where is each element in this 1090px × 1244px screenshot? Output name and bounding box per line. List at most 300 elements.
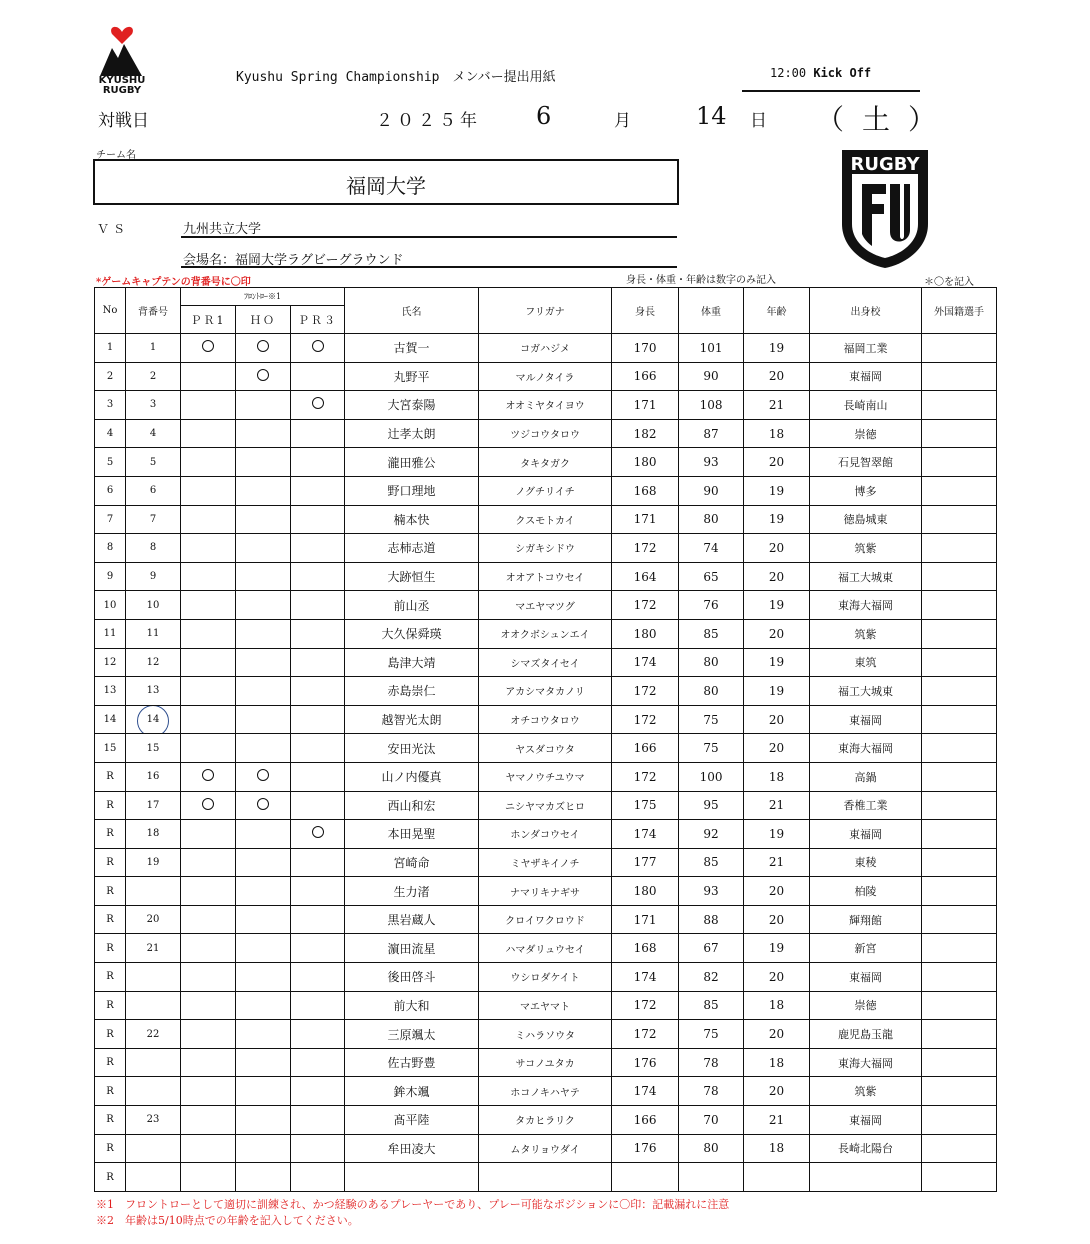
no-cell: 10 — [95, 591, 126, 620]
pr3-cell — [291, 334, 345, 363]
pr1-cell — [181, 1163, 236, 1192]
foreign-cell — [922, 705, 997, 734]
school-cell — [810, 1163, 922, 1192]
school-cell: 香椎工業 — [810, 791, 922, 820]
foreign-cell — [922, 905, 997, 934]
weight-cell: 93 — [679, 877, 744, 906]
height-cell — [612, 1163, 679, 1192]
table-row — [95, 362, 997, 391]
school-cell: 輝翔館 — [810, 905, 922, 934]
weight-cell: 85 — [679, 619, 744, 648]
kana-cell: シガキシドウ — [479, 534, 612, 563]
weight-cell — [679, 1163, 744, 1192]
no-cell: R — [95, 1106, 126, 1135]
pr1-cell — [181, 619, 236, 648]
kana-cell: ホンダコウセイ — [479, 820, 612, 849]
age-cell: 20 — [744, 619, 810, 648]
table-row — [95, 1163, 997, 1192]
header-pr3: ＰＲ３ — [291, 306, 345, 334]
table-row — [95, 476, 997, 505]
no-cell: 6 — [95, 476, 126, 505]
school-cell: 東福岡 — [810, 820, 922, 849]
age-cell: 18 — [744, 419, 810, 448]
pr1-cell — [181, 1020, 236, 1049]
weight-cell: 80 — [679, 677, 744, 706]
school-cell: 新宮 — [810, 934, 922, 963]
jersey-cell — [126, 877, 181, 906]
age-cell: 18 — [744, 991, 810, 1020]
kana-cell: アカシマタカノリ — [479, 677, 612, 706]
age-cell: 20 — [744, 963, 810, 992]
weight-cell: 80 — [679, 648, 744, 677]
pr1-cell — [181, 505, 236, 534]
age-cell: 19 — [744, 648, 810, 677]
age-cell: 18 — [744, 762, 810, 791]
school-cell: 東海大福岡 — [810, 1048, 922, 1077]
age-cell: 19 — [744, 591, 810, 620]
name-cell: 山ノ内優真 — [345, 762, 479, 791]
weight-cell: 101 — [679, 334, 744, 363]
name-cell: 赤島崇仁 — [345, 677, 479, 706]
captain-circle-icon — [137, 705, 169, 734]
header-height: 身長 — [612, 288, 679, 334]
no-cell: R — [95, 1077, 126, 1106]
age-cell: 20 — [744, 1077, 810, 1106]
pr3-cell — [291, 648, 345, 677]
pr3-cell — [291, 1048, 345, 1077]
opponent-underline — [181, 236, 677, 238]
school-cell: 東福岡 — [810, 362, 922, 391]
table-row — [95, 591, 997, 620]
mark-note: ＊〇を記入 — [924, 277, 974, 288]
name-cell: 越智光太朗 — [345, 705, 479, 734]
age-cell: 19 — [744, 476, 810, 505]
ho-cell — [236, 562, 291, 591]
no-cell: 9 — [95, 562, 126, 591]
weight-cell: 108 — [679, 391, 744, 420]
jersey-cell: 2 — [126, 362, 181, 391]
front-row-mark-icon — [257, 369, 269, 381]
age-cell: 19 — [744, 820, 810, 849]
school-cell: 東筑 — [810, 648, 922, 677]
header-foreign: 外国籍選手 — [922, 288, 997, 334]
no-cell: R — [95, 820, 126, 849]
foreign-cell — [922, 476, 997, 505]
ho-cell — [236, 619, 291, 648]
ho-cell — [236, 1134, 291, 1163]
age-cell: 19 — [744, 677, 810, 706]
kana-cell: サコノユタカ — [479, 1048, 612, 1077]
weight-cell: 74 — [679, 534, 744, 563]
no-cell: R — [95, 1163, 126, 1192]
ho-cell — [236, 1106, 291, 1135]
pr1-cell — [181, 476, 236, 505]
ho-cell — [236, 362, 291, 391]
kana-cell — [479, 1163, 612, 1192]
pr1-cell — [181, 963, 236, 992]
kana-cell: ハマダリュウセイ — [479, 934, 612, 963]
no-cell: R — [95, 877, 126, 906]
no-cell: R — [95, 1048, 126, 1077]
age-cell: 18 — [744, 1048, 810, 1077]
header-name: 氏名 — [345, 288, 479, 334]
height-cell: 176 — [612, 1048, 679, 1077]
foreign-cell — [922, 562, 997, 591]
pr3-cell — [291, 734, 345, 763]
height-cell: 177 — [612, 848, 679, 877]
table-row — [95, 1048, 997, 1077]
foreign-cell — [922, 648, 997, 677]
jersey-cell: 17 — [126, 791, 181, 820]
no-cell: 1 — [95, 334, 126, 363]
kana-cell: ナマリキナギサ — [479, 877, 612, 906]
pr1-cell — [181, 734, 236, 763]
table-row — [95, 991, 997, 1020]
pr3-cell — [291, 791, 345, 820]
age-cell: 21 — [744, 391, 810, 420]
ho-cell — [236, 877, 291, 906]
kickoff-time: 12:00 Kick Off — [770, 66, 872, 80]
venue-underline — [181, 266, 677, 268]
pr1-cell — [181, 648, 236, 677]
ho-cell — [236, 905, 291, 934]
no-cell: 5 — [95, 448, 126, 477]
kana-cell: ミハラソウタ — [479, 1020, 612, 1049]
ho-cell — [236, 534, 291, 563]
school-cell: 東福岡 — [810, 1106, 922, 1135]
no-cell: 8 — [95, 534, 126, 563]
pr1-cell — [181, 791, 236, 820]
pr1-cell — [181, 1106, 236, 1135]
jersey-cell: 4 — [126, 419, 181, 448]
no-cell: 12 — [95, 648, 126, 677]
kickoff-underline — [742, 90, 920, 92]
kana-cell: コガハジメ — [479, 334, 612, 363]
foreign-cell — [922, 734, 997, 763]
match-month: 6 — [536, 102, 552, 130]
weight-cell: 95 — [679, 791, 744, 820]
name-cell: 生力渚 — [345, 877, 479, 906]
pr3-cell — [291, 619, 345, 648]
footnote-age: ※2 年齢は5/10時点での年齢を記入してください。 — [96, 1214, 359, 1227]
age-cell: 19 — [744, 934, 810, 963]
jersey-cell: 11 — [126, 619, 181, 648]
foreign-cell — [922, 619, 997, 648]
height-cell: 172 — [612, 677, 679, 706]
pr3-cell — [291, 1134, 345, 1163]
name-cell: 志柿志道 — [345, 534, 479, 563]
weight-cell: 90 — [679, 362, 744, 391]
height-cell: 176 — [612, 1134, 679, 1163]
table-row — [95, 648, 997, 677]
pr3-cell — [291, 1077, 345, 1106]
table-row — [95, 1134, 997, 1163]
no-cell: 2 — [95, 362, 126, 391]
match-day: 14 — [696, 102, 727, 130]
ho-cell — [236, 505, 291, 534]
kana-cell: ウシロダケイト — [479, 963, 612, 992]
height-cell: 168 — [612, 476, 679, 505]
school-cell: 長崎北陽台 — [810, 1134, 922, 1163]
table-row — [95, 334, 997, 363]
jersey-cell: 22 — [126, 1020, 181, 1049]
front-row-mark-icon — [312, 826, 324, 838]
foreign-cell — [922, 391, 997, 420]
weight-cell: 78 — [679, 1077, 744, 1106]
jersey-cell: 13 — [126, 677, 181, 706]
kana-cell: ノグチリイチ — [479, 476, 612, 505]
pr3-cell — [291, 991, 345, 1020]
no-cell: R — [95, 963, 126, 992]
kana-cell: ツジコウタロウ — [479, 419, 612, 448]
no-cell: 3 — [95, 391, 126, 420]
pr3-cell — [291, 848, 345, 877]
height-cell: 172 — [612, 1020, 679, 1049]
header-no: No — [95, 288, 126, 334]
table-row — [95, 619, 997, 648]
height-cell: 180 — [612, 877, 679, 906]
pr1-cell — [181, 877, 236, 906]
front-row-mark-icon — [312, 397, 324, 409]
jersey-cell — [126, 705, 181, 734]
name-cell: 瀧田雅公 — [345, 448, 479, 477]
weight-cell: 80 — [679, 1134, 744, 1163]
height-cell: 182 — [612, 419, 679, 448]
header-kana: フリガナ — [479, 288, 612, 334]
kana-cell: オチコウタロウ — [479, 705, 612, 734]
school-cell: 崇徳 — [810, 419, 922, 448]
form-title: Kyushu Spring Championship メンバー提出用紙 — [236, 70, 556, 85]
name-cell: 濵田流星 — [345, 934, 479, 963]
match-year: ２０２５年 — [376, 111, 481, 131]
pr1-cell — [181, 1077, 236, 1106]
name-cell: 前山丞 — [345, 591, 479, 620]
name-cell: 牟田凌大 — [345, 1134, 479, 1163]
pr1-cell — [181, 391, 236, 420]
table-row — [95, 848, 997, 877]
table-row — [95, 705, 997, 734]
ho-cell — [236, 1048, 291, 1077]
no-cell: R — [95, 848, 126, 877]
pr3-cell — [291, 1020, 345, 1049]
jersey-cell: 20 — [126, 905, 181, 934]
height-cell: 174 — [612, 820, 679, 849]
pr1-cell — [181, 934, 236, 963]
pr3-cell — [291, 677, 345, 706]
weight-cell: 85 — [679, 991, 744, 1020]
foreign-cell — [922, 1106, 997, 1135]
ho-cell — [236, 476, 291, 505]
kana-cell: クスモトカイ — [479, 505, 612, 534]
name-cell: 辻孝太朗 — [345, 419, 479, 448]
no-cell: R — [95, 905, 126, 934]
fu-rugby-logo-icon — [836, 144, 934, 270]
vs-label: ＶＳ — [97, 222, 130, 236]
foreign-cell — [922, 848, 997, 877]
pr1-cell — [181, 905, 236, 934]
no-cell: 13 — [95, 677, 126, 706]
table-row — [95, 505, 997, 534]
ho-cell — [236, 648, 291, 677]
kana-cell: マエヤマツグ — [479, 591, 612, 620]
no-cell: 11 — [95, 619, 126, 648]
pr3-cell — [291, 934, 345, 963]
table-row — [95, 905, 997, 934]
venue-name: 会場名：福岡大学ラグビーグラウンド — [183, 253, 404, 268]
jersey-cell: 16 — [126, 762, 181, 791]
school-cell: 福工大城東 — [810, 677, 922, 706]
captain-note: *ゲームキャプテンの背番号に〇印 — [96, 277, 251, 288]
weight-cell: 80 — [679, 505, 744, 534]
table-row — [95, 934, 997, 963]
front-row-mark-icon — [202, 798, 214, 810]
jersey-cell: 18 — [126, 820, 181, 849]
kana-cell: ホコノキハヤテ — [479, 1077, 612, 1106]
captain-jersey — [147, 714, 160, 725]
kana-cell: オオミヤタイヨウ — [479, 391, 612, 420]
school-cell: 東福岡 — [810, 705, 922, 734]
foreign-cell — [922, 591, 997, 620]
pr1-cell — [181, 1134, 236, 1163]
school-cell: 東稜 — [810, 848, 922, 877]
no-cell: R — [95, 1020, 126, 1049]
ho-cell — [236, 1020, 291, 1049]
ho-cell — [236, 1077, 291, 1106]
ho-cell — [236, 791, 291, 820]
foreign-cell — [922, 448, 997, 477]
pr3-cell — [291, 419, 345, 448]
pr1-cell — [181, 362, 236, 391]
foreign-cell — [922, 677, 997, 706]
table-row — [95, 534, 997, 563]
jersey-cell — [126, 1163, 181, 1192]
age-cell: 21 — [744, 791, 810, 820]
foreign-cell — [922, 1134, 997, 1163]
foreign-cell — [922, 1163, 997, 1192]
age-cell: 20 — [744, 562, 810, 591]
match-date-label: 対戦日 — [98, 111, 149, 131]
table-row — [95, 734, 997, 763]
pr1-cell — [181, 848, 236, 877]
weight-cell: 75 — [679, 705, 744, 734]
kana-cell: ヤマノウチユウマ — [479, 762, 612, 791]
height-cell: 171 — [612, 391, 679, 420]
school-cell: 筑紫 — [810, 619, 922, 648]
kana-cell: ミヤザキイノチ — [479, 848, 612, 877]
age-cell: 21 — [744, 848, 810, 877]
jersey-number: 14 — [146, 714, 160, 726]
kana-cell: マルノタイラ — [479, 362, 612, 391]
age-cell: 20 — [744, 734, 810, 763]
weight-cell: 70 — [679, 1106, 744, 1135]
name-cell: 西山和宏 — [345, 791, 479, 820]
weight-cell: 87 — [679, 419, 744, 448]
school-cell: 福工大城東 — [810, 562, 922, 591]
table-row — [95, 762, 997, 791]
name-cell: 野口理地 — [345, 476, 479, 505]
front-row-mark-icon — [257, 798, 269, 810]
height-cell: 168 — [612, 934, 679, 963]
header-pr1: ＰＲ1 — [181, 306, 236, 334]
name-cell: 大跡恒生 — [345, 562, 479, 591]
name-cell: 大宮泰陽 — [345, 391, 479, 420]
no-cell: 7 — [95, 505, 126, 534]
school-cell: 博多 — [810, 476, 922, 505]
age-cell: 20 — [744, 362, 810, 391]
ho-cell — [236, 391, 291, 420]
fu-logo-text: RUGBY — [850, 154, 920, 175]
opponent-name: 九州共立大学 — [183, 222, 262, 237]
pr3-cell — [291, 762, 345, 791]
member-table — [94, 287, 997, 1192]
height-cell: 172 — [612, 591, 679, 620]
name-cell: 大久保舜瑛 — [345, 619, 479, 648]
school-cell: 長崎南山 — [810, 391, 922, 420]
name-cell: 鉾木颯 — [345, 1077, 479, 1106]
table-row — [95, 1077, 997, 1106]
no-cell: 15 — [95, 734, 126, 763]
match-weekday: （土） — [816, 103, 955, 136]
height-cell: 166 — [612, 362, 679, 391]
no-cell: 14 — [95, 705, 126, 734]
pr1-cell — [181, 334, 236, 363]
table-row — [95, 820, 997, 849]
table-row — [95, 419, 997, 448]
table-row — [95, 791, 997, 820]
weight-cell: 88 — [679, 905, 744, 934]
school-cell: 鹿児島玉龍 — [810, 1020, 922, 1049]
ho-cell — [236, 963, 291, 992]
jersey-cell — [126, 963, 181, 992]
name-cell: 丸野平 — [345, 362, 479, 391]
name-cell: 島津大靖 — [345, 648, 479, 677]
age-cell: 20 — [744, 534, 810, 563]
header-school: 出身校 — [810, 288, 922, 334]
school-cell: 石見智翠館 — [810, 448, 922, 477]
table-row — [95, 1106, 997, 1135]
jersey-cell: 6 — [126, 476, 181, 505]
height-cell: 174 — [612, 648, 679, 677]
jersey-cell: 23 — [126, 1106, 181, 1135]
pr3-cell — [291, 963, 345, 992]
no-cell: R — [95, 1134, 126, 1163]
school-cell: 東福岡 — [810, 963, 922, 992]
front-row-mark-icon — [312, 340, 324, 352]
pr1-cell — [181, 591, 236, 620]
height-cell: 171 — [612, 905, 679, 934]
foreign-cell — [922, 1020, 997, 1049]
ho-cell — [236, 448, 291, 477]
kana-cell: ヤスダコウタ — [479, 734, 612, 763]
name-cell: 本田晃聖 — [345, 820, 479, 849]
age-cell: 20 — [744, 448, 810, 477]
weight-cell: 92 — [679, 820, 744, 849]
front-row-mark-icon — [202, 340, 214, 352]
age-cell: 19 — [744, 505, 810, 534]
height-cell: 170 — [612, 334, 679, 363]
height-cell: 180 — [612, 619, 679, 648]
kana-cell: オオクボシュンエイ — [479, 619, 612, 648]
weight-cell: 85 — [679, 848, 744, 877]
height-cell: 180 — [612, 448, 679, 477]
foreign-cell — [922, 791, 997, 820]
school-cell: 崇徳 — [810, 991, 922, 1020]
ho-cell — [236, 705, 291, 734]
pr3-cell — [291, 820, 345, 849]
jersey-cell: 12 — [126, 648, 181, 677]
foreign-cell — [922, 820, 997, 849]
school-cell: 柏陵 — [810, 877, 922, 906]
